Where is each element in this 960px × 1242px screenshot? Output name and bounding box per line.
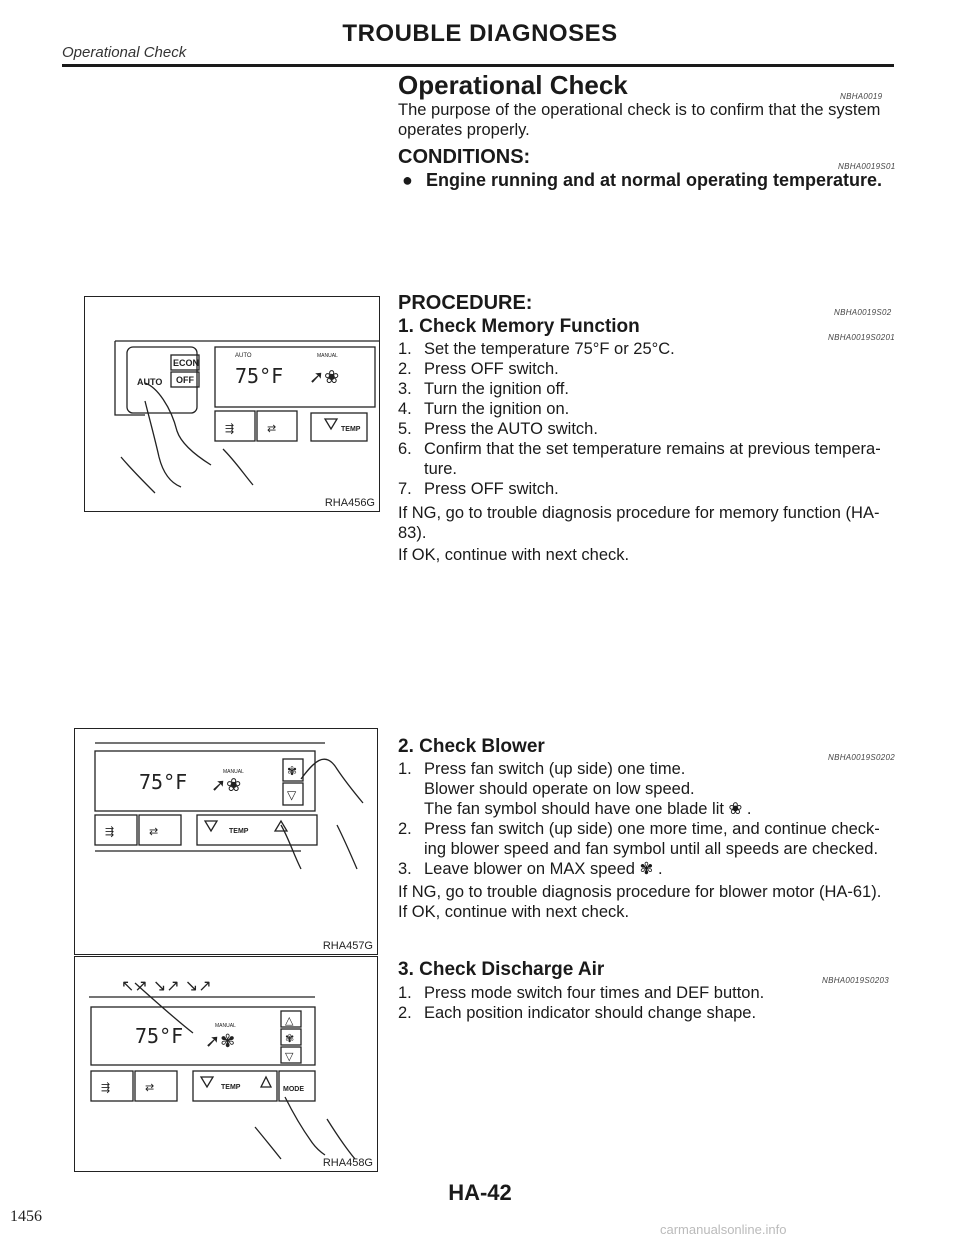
econ-switch-label: ECON (173, 358, 200, 368)
temp-button-label: TEMP (221, 1084, 241, 1091)
list-item: 3. Turn the ignition off. (398, 380, 569, 398)
running-section-title: Operational Check (62, 44, 187, 61)
figure-id: RHA456G (324, 497, 375, 509)
memory-check-heading: 1. Check Memory Function (398, 316, 640, 337)
memory-ng-text: If NG, go to trouble diagnosis procedure for memory function (HA-83). (398, 504, 880, 542)
blower-check-heading: 2. Check Blower (398, 736, 545, 757)
list-item: 2. Press fan switch (up side) one more time, and continue check-ing blower speed and fan symbol until all speeds are checked. (398, 820, 880, 858)
blower-ok-text: If OK, continue with next check. (398, 903, 630, 921)
list-item: 2. Press OFF switch. (398, 360, 559, 378)
conditions-item: Engine running and at normal operating temperature. (426, 170, 883, 190)
display-temperature: 75°F (235, 364, 284, 388)
section-heading: Operational Check (398, 70, 628, 100)
list-item: 6. Confirm that the set temperature remains at previous tempera-ture. (398, 440, 881, 478)
figure-discharge-air (74, 956, 378, 1172)
print-page-number: 1456 (10, 1208, 42, 1225)
list-item: 7. Press OFF switch. (398, 480, 559, 498)
figure-memory-function (84, 296, 380, 512)
rear-defrost-icon: ⇶ (225, 422, 235, 435)
off-switch-label: OFF (176, 375, 194, 385)
display-manual-indicator: MANUAL (215, 1023, 236, 1029)
vent-mode-icons: ↖↗ ↘↗ ↘↗ (121, 976, 212, 995)
memory-check-code: NBHA0019S0201 (828, 333, 896, 342)
temp-button-label: TEMP (341, 426, 361, 433)
figure-id: RHA457G (322, 940, 373, 952)
conditions-code: NBHA0019S01 (838, 162, 896, 171)
mode-switch-illustration (75, 957, 377, 1171)
page-number: HA-42 (448, 1180, 512, 1205)
blower-ng-text: If NG, go to trouble diagnosis procedure for blower motor (HA-61). (398, 883, 882, 901)
rear-defrost-icon: ⇶ (105, 825, 115, 838)
fan-symbol-icon: ✾ (285, 1032, 295, 1045)
list-item: 3. Leave blower on MAX speed ✾ . (398, 860, 663, 878)
recirc-icon: ⇄ (267, 422, 277, 435)
page-title: TROUBLE DIAGNOSES (342, 20, 618, 47)
discharge-check-code: NBHA0019S0203 (822, 976, 890, 985)
recirc-icon: ⇄ (149, 825, 159, 838)
list-item: 4. Turn the ignition on. (398, 400, 570, 418)
fan-down-icon: ▽ (287, 788, 297, 802)
list-item: 1. Press mode switch four times and DEF button. (398, 984, 765, 1002)
blower-steps (398, 759, 898, 879)
section-code: NBHA0019 (840, 92, 883, 101)
display-auto-indicator: AUTO (235, 353, 252, 359)
fan-up-icon: △ (285, 1014, 294, 1027)
memory-ok-text: If OK, continue with next check. (398, 546, 630, 564)
fan-icon: ➚❀ (309, 367, 340, 388)
conditions-bullet: ● (402, 170, 413, 190)
fan-icon: ➚❀ (211, 775, 242, 796)
procedure-heading: PROCEDURE: (398, 292, 533, 314)
header-rule (62, 64, 894, 67)
memory-steps (398, 339, 898, 499)
rear-defrost-icon: ⇶ (101, 1081, 111, 1094)
discharge-check-heading: 3. Check Discharge Air (398, 959, 605, 980)
discharge-steps (398, 983, 898, 1023)
temp-button-label: TEMP (229, 828, 249, 835)
fan-switch-illustration (75, 729, 377, 954)
purpose-text: The purpose of the operational check is to confirm that the system operates properly. (398, 101, 881, 139)
procedure-code: NBHA0019S02 (834, 308, 892, 317)
list-item: 5. Press the AUTO switch. (398, 420, 598, 438)
auto-switch-label: AUTO (137, 377, 163, 387)
mode-button-label: MODE (283, 1086, 304, 1093)
list-item: 2. Each position indicator should change shape. (398, 1004, 757, 1022)
fan-up-icon: ✾ (287, 764, 298, 778)
display-manual-indicator: MANUAL (223, 769, 244, 775)
control-panel-illustration (85, 297, 379, 511)
watermark: carmanualsonline.info (660, 1222, 787, 1237)
display-temperature: 75°F (139, 770, 188, 794)
recirc-icon: ⇄ (145, 1081, 155, 1094)
fan-down-icon: ▽ (285, 1050, 294, 1063)
figure-id: RHA458G (322, 1157, 373, 1169)
display-temperature: 75°F (135, 1024, 184, 1048)
blower-check-code: NBHA0019S0202 (828, 753, 896, 762)
display-manual-indicator: MANUAL (317, 353, 338, 359)
list-item: 1. Set the temperature 75°F or 25°C. (398, 340, 675, 358)
fan-icon: ➚✾ (205, 1031, 236, 1052)
figure-blower (74, 728, 378, 955)
list-item: 1. Press fan switch (up side) one time. Blower should operate on low speed. The fan symbol should have one blade lit ❀ . (398, 760, 752, 818)
conditions-heading: CONDITIONS: (398, 146, 531, 168)
